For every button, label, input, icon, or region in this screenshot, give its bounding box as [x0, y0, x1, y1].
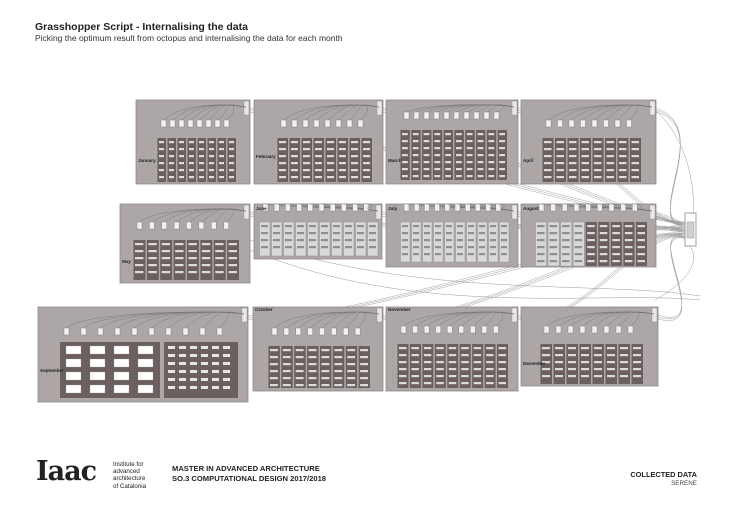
month-label: August [523, 206, 539, 211]
month-group [120, 204, 250, 283]
month-label: January [138, 158, 156, 163]
month-group [386, 100, 518, 184]
program-info [172, 464, 326, 484]
month-group [254, 100, 383, 184]
program-name: MASTER IN ADVANCED ARCHITECTURE [172, 464, 320, 473]
group-layer [38, 100, 658, 402]
institute-line: Institute for [113, 461, 144, 468]
month-group [521, 204, 656, 267]
institute-name [113, 461, 173, 490]
month-label: March [388, 158, 402, 163]
page-title: Grasshopper Script - Internalising the data [35, 21, 248, 33]
month-label: February [256, 154, 276, 159]
course-name: SO.3 COMPUTATIONAL DESIGN 2017/2018 [172, 474, 327, 483]
merge-component [685, 213, 696, 246]
month-label: December [523, 361, 546, 366]
month-label: July [388, 206, 398, 211]
month-group [254, 204, 382, 259]
month-group [253, 307, 383, 391]
institute-line: architecture [113, 475, 146, 483]
section-title: COLLECTED DATA [630, 470, 697, 479]
month-group [386, 204, 518, 267]
month-label: September [40, 368, 64, 373]
institute-line: advanced [113, 468, 140, 476]
team-name: SERENE [671, 480, 697, 487]
iaac-logo: Iaac [36, 456, 97, 487]
month-label: June [256, 206, 267, 211]
month-group [136, 100, 250, 184]
month-label: November [388, 307, 411, 312]
month-group [38, 307, 248, 402]
month-group [521, 307, 658, 386]
month-group [386, 307, 518, 391]
institute-line: of Catalonia [113, 482, 147, 490]
month-group [521, 100, 656, 184]
month-label: May [122, 259, 131, 264]
month-label: April [523, 158, 534, 163]
page-subtitle: Picking the optimum result from octopus and internalising the data for each month [35, 33, 343, 43]
month-label: October [255, 307, 273, 312]
section-info [630, 470, 697, 488]
